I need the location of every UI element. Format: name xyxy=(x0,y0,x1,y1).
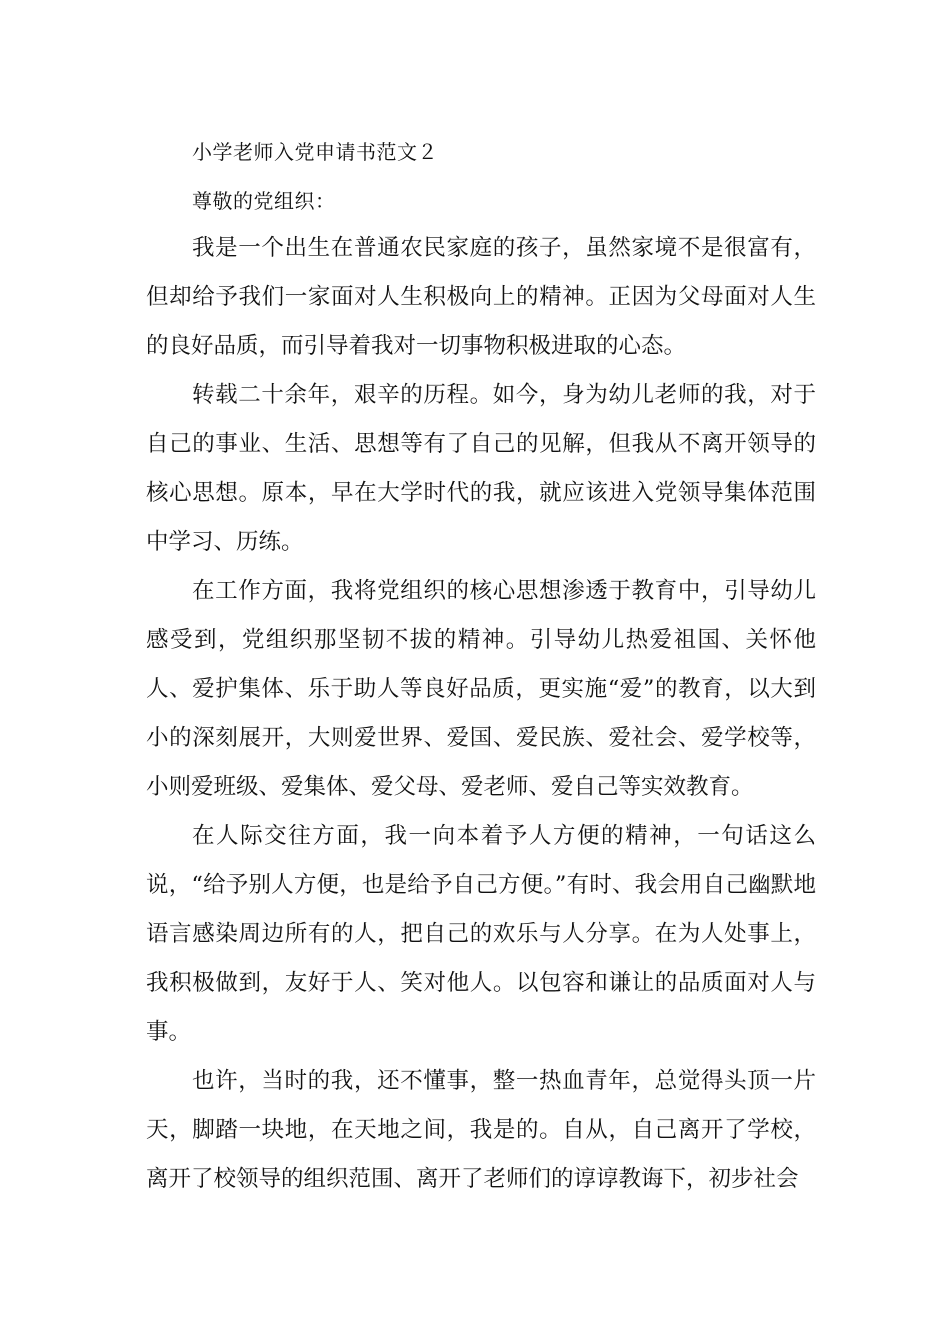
paragraph-reflection: 也许，当时的我，还不懂事，整一热血青年，总觉得头顶一片天，脚踏一块地，在天地之间，我是的。自从，自己离开了学校，离开了校领导的组织范围、离开了老师们的谆谆教诲下，初步社会 xyxy=(146,1068,816,1192)
paragraph-family-background: 我是一个出生在普通农民家庭的孩子，虽然家境不是很富有，但却给予我们一家面对人生积极向上的精神。正因为父母面对人生的良好品质，而引导着我对一切事物积极进取的心态。 xyxy=(146,235,816,359)
document-title: 小学老师入党申请书范文２ xyxy=(192,140,438,164)
salutation: 尊敬的党组织： xyxy=(192,189,336,213)
paragraph-career-journey: 转载二十余年，艰辛的历程。如今，身为幼儿老师的我，对于自己的事业、生活、思想等有了自己的见解，但我从不离开领导的核心思想。原本，早在大学时代的我，就应该进入党领导集体范围中学习、历练。 xyxy=(146,382,816,555)
paragraph-interpersonal: 在人际交往方面，我一向本着予人方便的精神，一句话这么说，“给予别人方便，也是给予自己方便。”有时、我会用自己幽默地语言感染周边所有的人，把自己的欢乐与人分享。在为人处事上，我积极做到，友好于人、笑对他人。以包容和谦让的品质面对人与事。 xyxy=(146,823,816,1045)
paragraph-work: 在工作方面，我将党组织的核心思想渗透于教育中，引导幼儿感受到，党组织那坚韧不拔的精神。引导幼儿热爱祖国、关怀他人、爱护集体、乐于助人等良好品质，更实施“爱”的教育，以大到小的深刻展开，大则爱世界、爱国、爱民族、爱社会、爱学校等，小则爱班级、爱集体、爱父母、爱老师、爱自己等实效教育。 xyxy=(146,578,816,800)
